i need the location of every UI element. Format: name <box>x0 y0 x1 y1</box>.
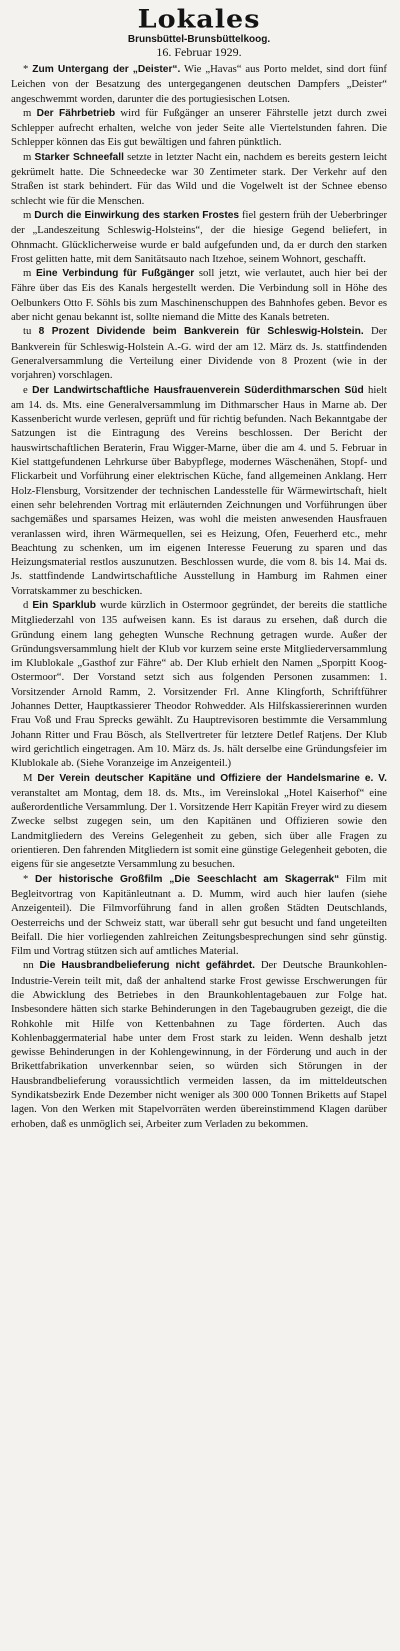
article-2 <box>11 150 387 208</box>
article-body: setzte in letzter Nacht ein, nachdem es bereits gestern leicht gekrümelt hatte. Die Schneedecke war 30 Zentimeter stark. Der Verkehr auf den Straßen ist stark behindert. Für das Wild und die Vogelwelt ist der Schnee ebenso schlecht wie für die Menschen. <box>11 150 388 207</box>
article-column <box>11 62 387 1131</box>
article-body: Der Deutsche Braunkohlen-Industrie-Verein teilt mit, daß der anhaltend starke Frost gewisse Erschwerungen für die Abwicklung des Betriebes in den Braunkohlentagebauen zur Folge hat. Insbesondere hätten sich starke Behinderungen in den Tagebaugruben gezeigt, die die Rohkohle mit Hilfe von Kettenbahnen zu Tage förderten. Auch das Kohlenbaggermaterial habe unter dem Frost stark zu leiden. Wenn deshalb jetzt gewisse Behinderungen in der Kohlengewinnung, in der Förderung und auch in der Brikettfabrikation unverkennbar seien, so würden sich Störungen in der Hausbrandbelieferung voraussichtlich vermeiden lassen, da im mitteldeutschen Syndikatsbezirk Ende Dezember nicht weniger als 300 000 Tonnen Briketts auf Stapel lagen. Von den Werken mit Stapelvorräten werden übereinstimmend Klagen darüber erhoben, daß es unmöglich sei, Arbeiter zum Verladen zu bekommen. <box>11 959 388 1130</box>
article-body: wird für Fußgänger an unserer Fährstelle jetzt durch zwei Schlepper aufrecht erhalten, welche von jeder Seite alle Viertelstunden fahren. Die Schlepper können das Eis gut bewältigen und fahren pünktlich. <box>11 106 388 149</box>
section-subtitle: Brunsbüttel-Brunsbüttelkoog. <box>127 34 271 45</box>
article-mark: m <box>23 106 32 119</box>
article-headline: Der Landwirtschaftliche Hausfrauenverein Süderdithmarschen Süd <box>32 384 364 396</box>
article-headline: Eine Verbindung für Fußgänger <box>36 268 195 280</box>
article-6 <box>11 383 387 598</box>
article-body: soll jetzt, wie verlautet, auch hier bei der Fähre über das Eis des Kanals hergestellt werden. Die Verbindung soll in Höhe des Oelbunkers Otto F. Söhls bis zum Maschinenschuppen des Bahnhofes geben. Bevor es aber nicht genau bekannt ist, sollte niemand die Mitte des Kanals betreten. <box>11 267 388 324</box>
article-headline: Die Hausbrandbelieferung nicht gefährdet. <box>39 960 255 972</box>
article-7 <box>11 598 387 771</box>
article-mark: nn <box>23 959 34 972</box>
article-3 <box>11 208 387 266</box>
article-headline: Zum Untergang der „Deister“. <box>32 64 181 75</box>
article-headline: Durch die Einwirkung des starken Frostes <box>34 209 240 221</box>
masthead <box>11 6 387 59</box>
article-body: hielt am 14. ds. Mts. eine Generalversammlung im Dithmarscher Haus in Marne ab. Der Kassenbericht wurde verlesen, geprüft und für richtig befunden. Nach Bekanntgabe der Satzungen ist die Eintragung des Vereins beschlossen. Der Bericht der hauswirtschaftlichen Beraterin, Frau Wigger-Marne, über die am 4. und 5. Februar in Kiel stattgefundenen Lehrkurse über Babypflege, modernes Wäschenähen, Stopf- und Flickarbeit und Vorführung einer elektrischen Küche, fand allgemeinen Anklang. Herr Holz-Flensburg, Vorsitzender der technischen Landesstelle für Wärmewirtschaft, hielt einen sehr belehrenden Vortrag mit erläuternden Zeichnungen und Vorführungen über sachgemäßes und sparsames Heizen, was wohl die meisten anwesenden Hausfrauen veranlassen wird, ihren Wärmequellen, sei es Heizung, Ofen, Feuerherd etc., mehr Beachtung zu schenken, um im eigenen Interesse Feuerung zu sparen und das Heizungsmaterial restlos auszunutzen. Beschlossen wurde, die vom 8. bis 14. Mai ds. Js. stattfindende Landwirtschaftliche Ausstellung in Hamburg im Rahmen einer Vorratskammer zu beschicken. <box>11 383 388 597</box>
article-body: fiel gestern früh der Ueberbringer der „Landeszeitung Schleswig-Holsteins“, der die hiesige Gegend beliefert, in Ohnmacht. Glücklicherweise wurde er bald aufgefunden und, da er durch den starken Frost gelitten hatte, mit dem Sanitätsauto nach Itzehoe, seinem Wohnort, geschafft. <box>11 208 388 265</box>
article-mark: m <box>23 267 32 280</box>
article-9 <box>11 872 387 959</box>
article-headline: 8 Prozent Dividende beim Bankverein für Schleswig-Holstein. <box>38 326 364 338</box>
article-headline: Der Fährbetrieb <box>36 107 116 119</box>
article-mark: m <box>23 208 32 221</box>
article-headline: Ein Sparklub <box>32 599 96 611</box>
section-title: Lokales <box>137 4 261 35</box>
article-body: Der Bankverein für Schleswig-Holstein A.-G. wird der am 12. März ds. Js. stattfindenden Generalversammlung die Verteilung einer Dividende von 8 Prozent (wie in der vorjahren) vorschlagen. <box>11 325 388 382</box>
article-body: wurde kürzlich in Ostermoor gegründet, der bereits die stattliche Mitgliederzahl von 135 aufweisen kann. Es ist daraus zu ersehen, daß durch die Gründung einem lang gehegten Wunsche Rechnung getragen wurde. Außer der Gründungsversammlung hielt der Klub vor kurzem seine erste Mitgliederversammlung im Klublokale „Gasthof zur Fähre“ ab. Der Klub erhielt den Namen „Sporpitt Koog-Ostermoor“. Der Vorstand setzt sich aus folgenden Personen zusammen: 1. Vorsitzender Arnold Ramm, 2. Vorsitzender Frl. Anne Klingforth, Schriftführer Johannes Detter, Hauptkassierer Theodor Rohwedder. Als Hilfskassiererinnen wurden Frau Voß und Frau Sprecks gewählt. Zu Hauptrevisoren bestimmte die Versammlung Johann Ritter und Frau Bösch, als Stellvertreter für letztere Detlef Ratjens. Der Klub wird gerichtlich eingetragen. Am 10. März ds. Js. hält derselbe eine Gründungsfeier im Klublokale ab. (Siehe Voranzeige im Anzeigenteil.) <box>11 598 387 770</box>
article-10 <box>11 958 387 1131</box>
article-body: Film mit Begleitvortrag von Kapitänleutnant a. D. Mumm, wird auch hier laufen (siehe Anzeigenteil). Die Filmvorführung fand in allen großen Städten Deutschlands, Oesterreichs und der Schweiz statt, war überall sehr gut besucht und fand ungeteilten Beifall. Die hier vorliegenden zahlreichen Zeitungsbesprechungen sind sehr günstig. Film und Vortrag stützen sich auf amtliches Material. <box>11 872 388 958</box>
article-headline: Der Verein deutscher Kapitäne und Offiziere der Handelsmarine e. V. <box>37 772 387 784</box>
article-mark: m <box>23 150 32 163</box>
article-mark: M <box>23 771 33 784</box>
article-body: Wie „Havas“ aus Porto meldet, sind dort fünf Leichen von der Besatzung des untergegangenen deutschen Dampfers „Deister“ angeschwemmt worden, darunter die des portugiesischen Lotsen. <box>11 63 387 105</box>
article-headline: Der historische Großfilm „Die Seeschlacht am Skagerrak“ <box>35 873 340 885</box>
article-headline: Starker Schneefall <box>34 151 124 163</box>
article-body: veranstaltet am Montag, dem 18. ds. Mts., im Vereinslokal „Hotel Kaiserhof“ eine außerordentliche Versammlung. Der 1. Vorsitzende Herr Kapitän Freyer wird zu diesem Zwecke selbst zugegen sein, um den Kapitänen und Offizieren sowie den Landmitgliedern des Vereins Gelegenheit zu geben, sich über alle Fragen zu orientieren. Den fahrenden Mitgliedern ist somit eine günstige Gelegenheit geboten, die eigens für sie angesetzte Versammlung zu besuchen. <box>11 786 387 871</box>
article-mark: * <box>23 872 29 885</box>
article-mark: e <box>23 383 28 396</box>
article-mark: tu <box>23 325 32 338</box>
article-1 <box>11 106 387 150</box>
article-0 <box>11 62 387 106</box>
issue-date: 16. Februar 1929. <box>156 45 242 59</box>
article-mark: d <box>23 598 29 611</box>
article-mark: * <box>23 63 29 75</box>
article-4 <box>11 266 387 324</box>
article-5 <box>11 324 387 382</box>
article-8 <box>11 771 387 872</box>
